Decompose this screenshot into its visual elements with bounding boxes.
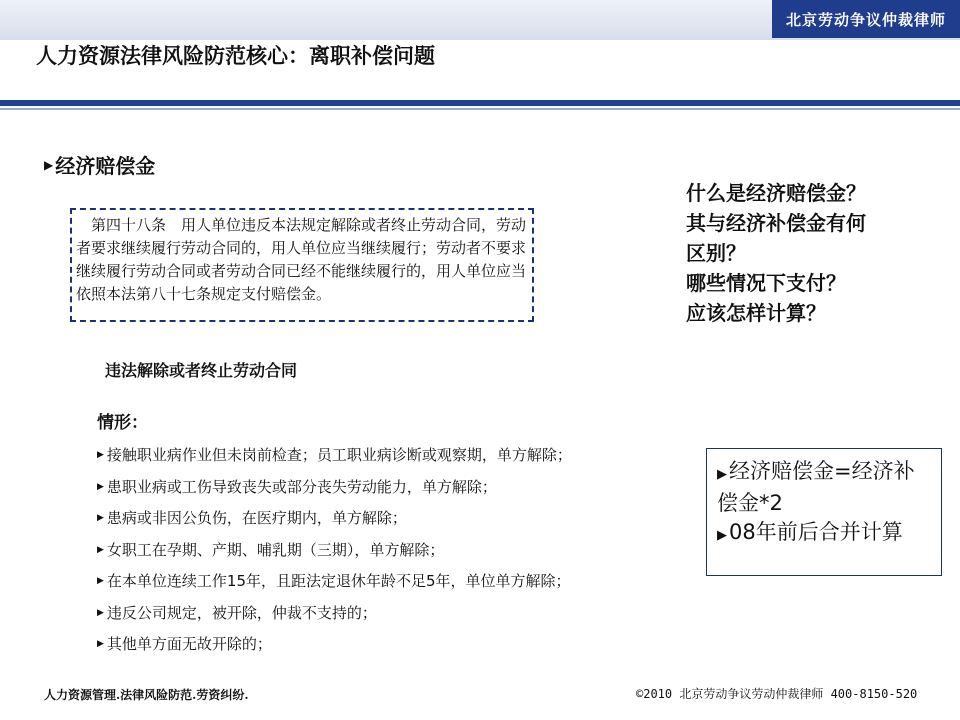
summary-box [706,448,942,576]
question-line: 应该怎样计算？ [686,301,826,325]
cases-label: 情形： [97,413,148,433]
list-item-text: 其他单方面无故开除的； [106,635,272,653]
cases-list [97,440,572,661]
title-divider [0,100,960,106]
list-item [97,472,572,504]
list-item-text: 患病或非因公负伤，在医疗期内，单方解除； [106,509,407,527]
list-item-text: 在本单位连续工作15年，且距法定退休年龄不足5年，单位单方解除； [106,572,571,590]
triangle-bullet-icon: ▶ [717,528,727,543]
triangle-bullet-icon: ▶ [717,467,727,482]
article-48-box [70,208,534,322]
key-questions [686,178,946,328]
title-divider-thin [0,108,960,110]
list-item [97,440,572,472]
question-line: 什么是经济赔偿金？ [686,181,866,205]
article-48-text: 第四十八条 用人单位违反本法规定解除或者终止劳动合同，劳动者要求继续履行劳动合同的，用人单位应当继续履行；劳动者不要求继续履行劳动合同或者劳动合同已经不能继续履行的，用人单位应当依照本法第八十七条规定支付赔偿金。 [76,216,527,303]
brand-badge: 北京劳动争议仲裁律师 [772,0,960,38]
triangle-bullet-icon: ▶ [44,157,54,172]
summary-line [717,457,931,518]
triangle-bullet-icon: ▶ [97,607,104,618]
list-item-text: 患职业病或工伤导致丧失或部分丧失劳动能力，单方解除； [106,477,497,496]
page-title: 人力资源法律风险防范核心：离职补偿问题 [36,43,435,68]
question-line: 哪些情况下支付？ [686,271,846,295]
caption-illegal-termination: 违法解除或者终止劳动合同 [105,361,298,380]
triangle-bullet-icon: ▶ [97,639,104,649]
list-item-text: 女职工在孕期、产期、哺乳期（三期），单方解除； [106,540,445,559]
question-line: 区别？ [686,241,746,265]
list-item [97,629,572,661]
list-item [97,535,572,567]
list-item-text: 接触职业病作业但未岗前检查；员工职业病诊断或观察期，单方解除； [106,446,572,464]
list-item-text: 违反公司规定，被开除，仲裁不支持的； [106,603,377,622]
triangle-bullet-icon: ▶ [97,481,104,492]
list-item [97,566,572,598]
list-item [97,598,572,630]
triangle-bullet-icon: ▶ [97,544,104,555]
summary-line [717,518,931,550]
summary-line-text: 经济赔偿金=经济补偿金*2 [717,459,915,515]
summary-line-text: 08年前后合并计算 [729,520,903,544]
triangle-bullet-icon: ▶ [97,576,104,586]
section-heading [44,150,155,179]
footer-tagline: 人力资源管理.法律风险防范.劳资纠纷. [44,688,249,702]
footer-copyright: ©2010 北京劳动争议劳动仲裁律师 400-8150-520 [636,687,918,701]
list-item [97,503,572,535]
question-line: 其与经济补偿金有何 [686,211,866,235]
triangle-bullet-icon: ▶ [97,513,104,523]
triangle-bullet-icon: ▶ [97,450,104,460]
section-heading-text: 经济赔偿金 [55,154,156,178]
